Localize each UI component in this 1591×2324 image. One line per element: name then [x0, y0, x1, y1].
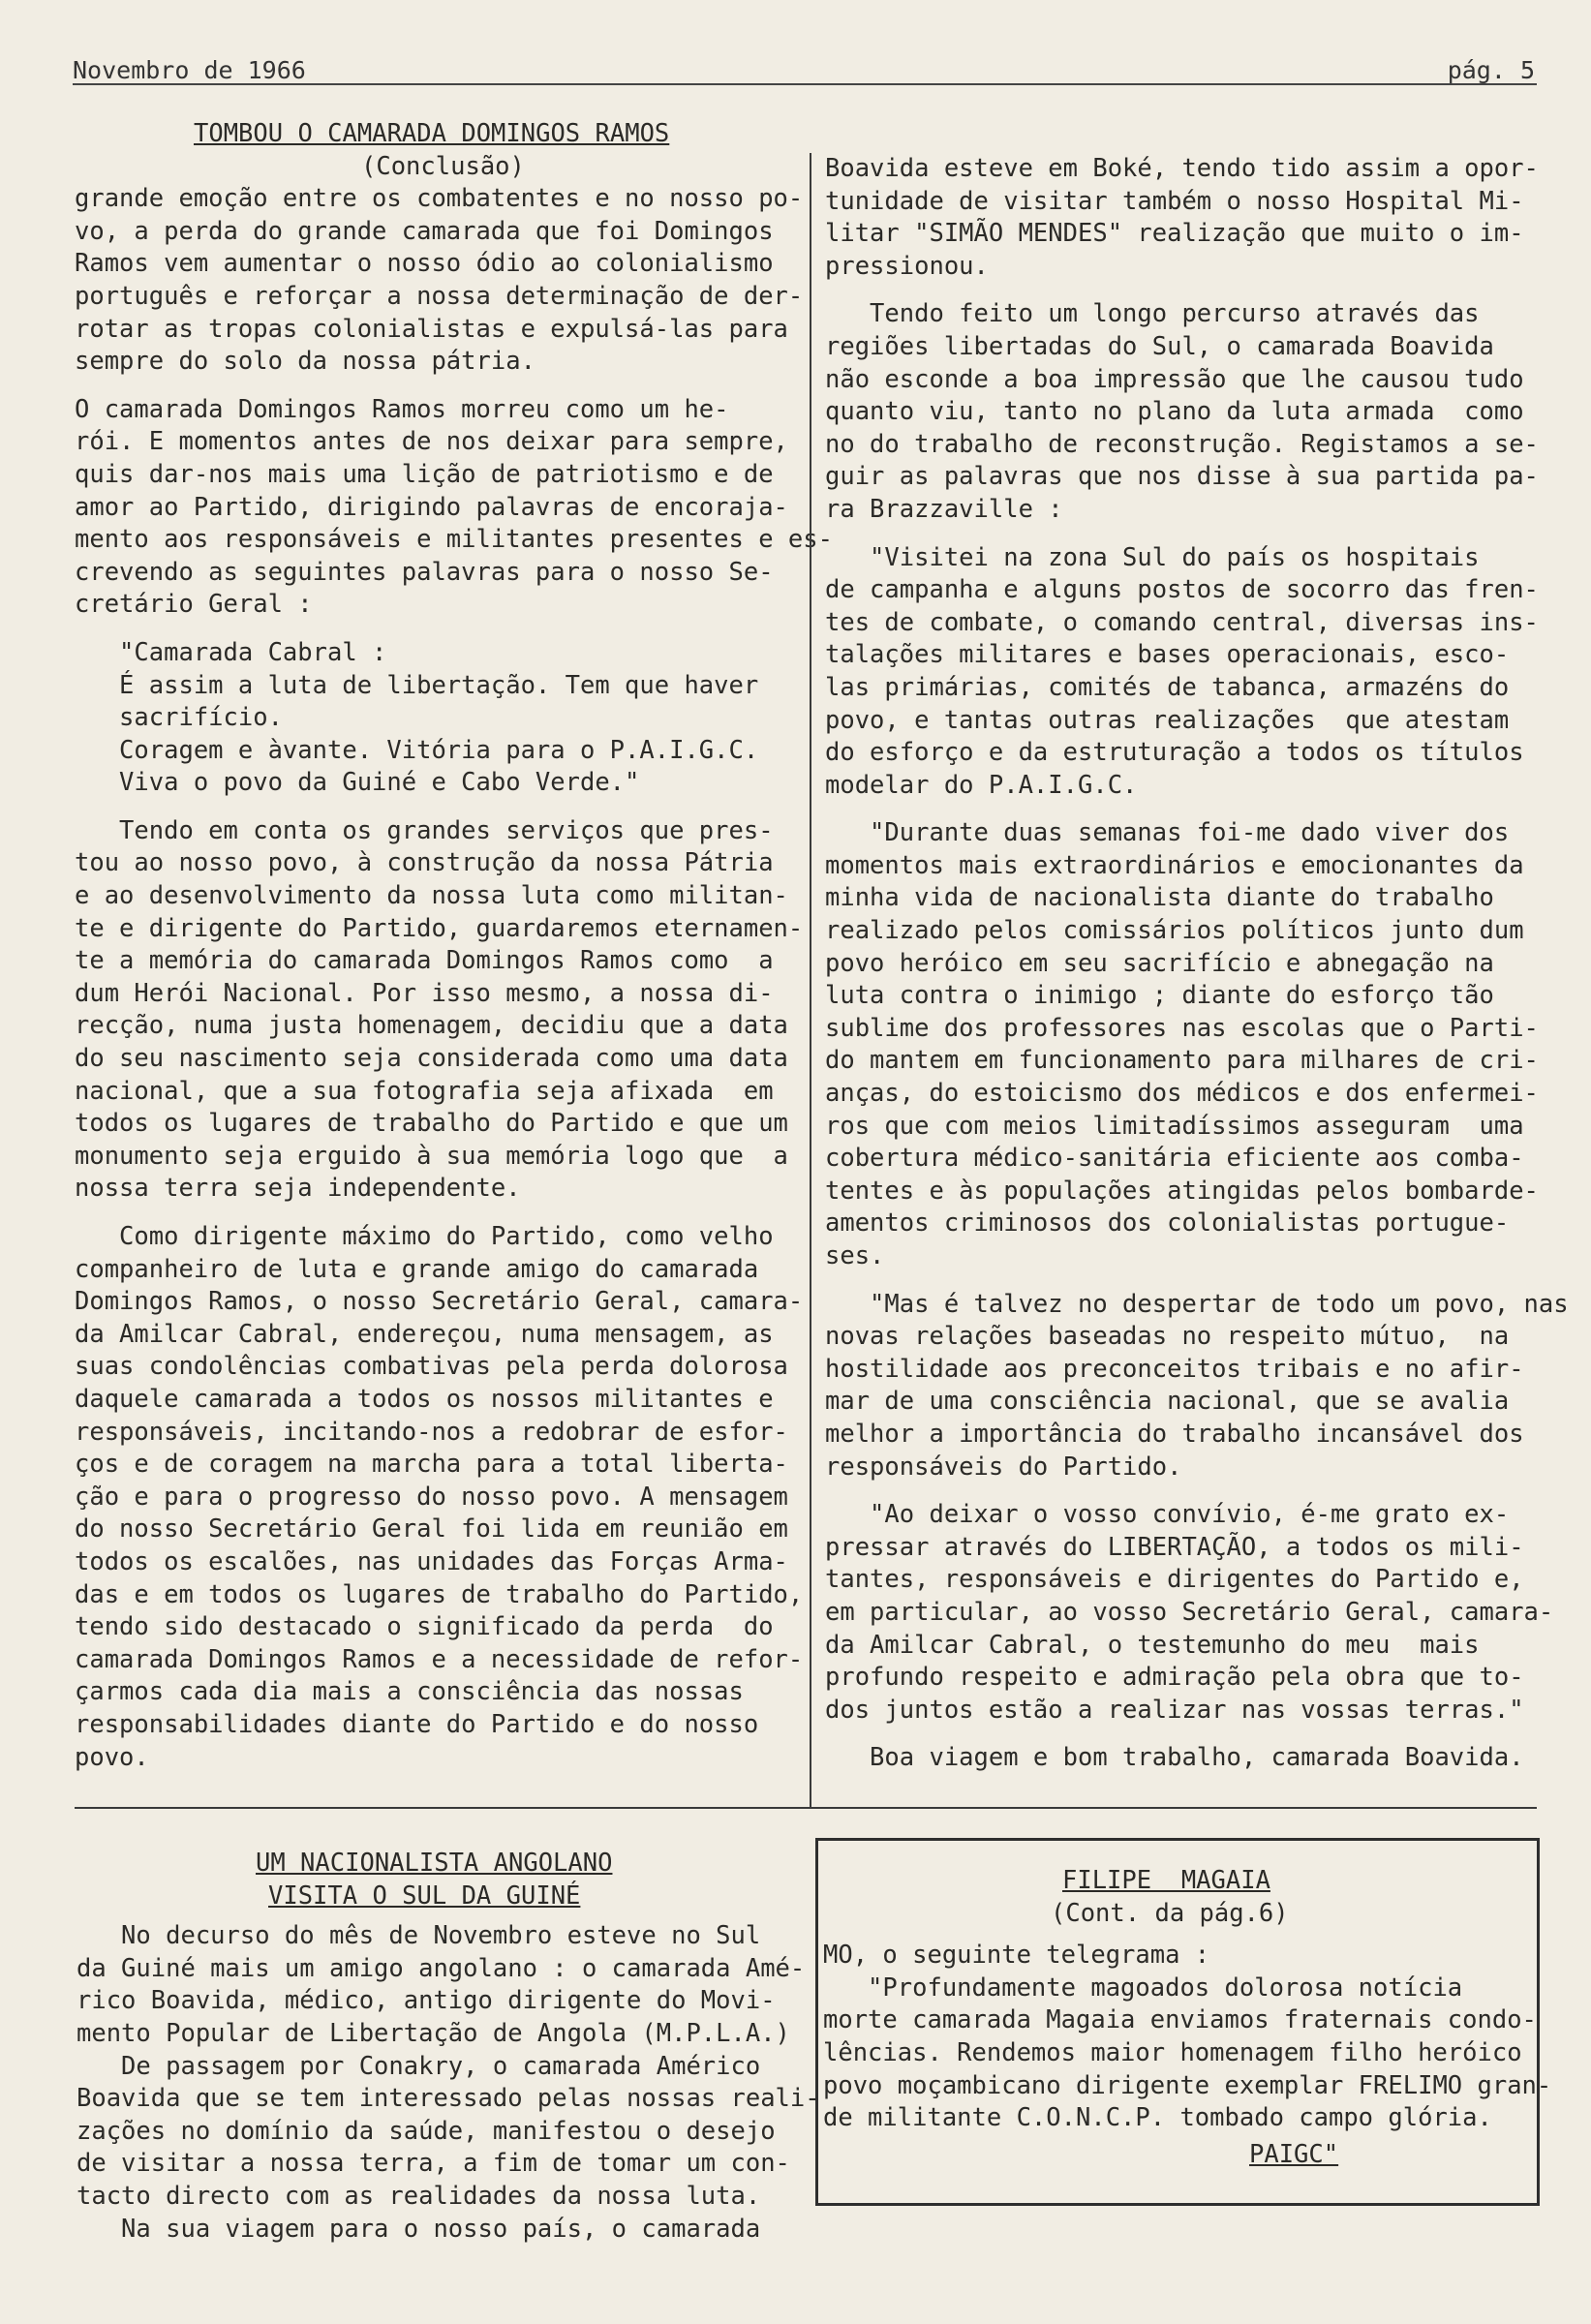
text-line: No decurso do mês de Novembro esteve no Sul: [76, 1921, 761, 1951]
text-line: pressionou.: [825, 251, 989, 281]
text-line: no do trabalho de reconstrução. Registamos a se-: [825, 429, 1539, 459]
text-line: lências. Rendemos maior homenagem filho heróico: [823, 2037, 1522, 2067]
text-line: responsáveis do Partido.: [825, 1452, 1182, 1482]
text-line: quis dar-nos mais uma lição de patriotismo e de: [75, 459, 774, 489]
text-line: ção e para o progresso do nosso povo. A mensagem: [75, 1482, 788, 1512]
text-line: Ramos vem aumentar o nosso ódio ao colonialismo: [75, 249, 774, 279]
text-line: cretário Geral :: [75, 590, 313, 620]
text-line: ros que com meios limitadíssimos asseguram uma: [825, 1111, 1524, 1141]
text-line: camarada Domingos Ramos e a necessidade de refor-: [75, 1644, 804, 1674]
section-divider: [75, 1807, 1537, 1809]
column-divider: [810, 153, 811, 1807]
text-line: povo.: [75, 1742, 149, 1772]
text-line: las primárias, comités de tabanca, armazéns do: [825, 672, 1510, 702]
text-line: Tendo em conta os grandes serviços que pres-: [75, 815, 774, 845]
text-line: tes de combate, o comando central, diversas ins-: [825, 607, 1539, 637]
article3-subtitle: (Cont. da pág.6): [1051, 1898, 1289, 1928]
text-line: do esforço e da estruturação a todos os títulos: [825, 738, 1524, 768]
text-line: novas relações baseadas no respeito mútuo, na: [825, 1322, 1510, 1352]
text-line: Coragem e àvante. Vitória para o P.A.I.G.C.: [75, 735, 759, 765]
text-line: tacto directo com as realidades da nossa luta.: [76, 2181, 761, 2211]
article1-subtitle: (Conclusão): [361, 151, 525, 181]
text-line: ra Brazzaville :: [825, 494, 1063, 524]
text-line: responsáveis, incitando-nos a redobrar de esfor-: [75, 1417, 788, 1447]
text-line: É assim a luta de libertação. Tem que haver: [75, 670, 759, 700]
text-line: povo moçambicano dirigente exemplar FRELIMO gran-: [823, 2070, 1552, 2100]
text-line: de visitar a nossa terra, a fim de tomar um con-: [76, 2149, 790, 2179]
article1-title: TOMBOU O CAMARADA DOMINGOS RAMOS: [194, 119, 670, 148]
text-line: amor ao Partido, dirigindo palavras de encoraja-: [75, 492, 788, 522]
text-line: monumento seja erguido à sua memória logo que a: [75, 1141, 788, 1171]
text-line: luta contra o inimigo ; diante do esforço tão: [825, 981, 1494, 1011]
text-line: "Profundamente magoados dolorosa notícia: [823, 1972, 1463, 2003]
text-line: responsabilidades diante do Partido e do nosso: [75, 1709, 759, 1739]
text-line: de campanha e alguns postos de socorro das fren-: [825, 575, 1539, 605]
text-line: pressar através do LIBERTAÇÃO, a todos os mili-: [825, 1532, 1524, 1562]
article2-body: [76, 1920, 820, 2246]
text-line: talações militares e bases operacionais, esco-: [825, 640, 1510, 670]
text-line: todos os lugares de trabalho do Partido e que um: [75, 1109, 788, 1139]
text-line: mar de uma consciência nacional, que se avalia: [825, 1387, 1510, 1417]
text-line: crevendo as seguintes palavras para o nosso Se-: [75, 557, 774, 587]
text-line: da Amilcar Cabral, endereçou, numa mensagem, as: [75, 1319, 774, 1349]
text-line: tentes e às populações atingidas pelos bombarde-: [825, 1176, 1539, 1206]
issue-date: Novembro de 1966: [73, 56, 306, 84]
text-line: recção, numa justa homenagem, decidiu que a data: [75, 1011, 788, 1041]
text-line: litar "SIMÃO MENDES" realização que muito o im-: [825, 219, 1524, 249]
text-line: do mantem em funcionamento para milhares de cri-: [825, 1046, 1539, 1076]
text-line: povo, e tantas outras realizações que atestam: [825, 705, 1510, 735]
text-line: dum Herói Nacional. Por isso mesmo, a nossa di-: [75, 978, 774, 1008]
article3-title: FILIPE MAGAIA: [1062, 1866, 1270, 1895]
text-line: povo heróico em seu sacrifício e abnegação na: [825, 948, 1494, 978]
article2: [76, 1848, 820, 2246]
text-line: rotar as tropas colonialistas e expulsá-las para: [75, 314, 788, 344]
header-rule: [73, 83, 1537, 85]
text-line: de militante C.O.N.C.P. tombado campo glória.: [823, 2103, 1492, 2133]
text-line: ses.: [825, 1241, 885, 1270]
text-line: do seu nascimento seja considerada como uma data: [75, 1044, 788, 1074]
text-line: "Camarada Cabral :: [75, 637, 387, 667]
text-line: Como dirigente máximo do Partido, como velho: [75, 1222, 774, 1251]
text-line: mento Popular de Libertação de Angola (M.P.L.A.): [76, 2018, 790, 2048]
text-line: Boavida que se tem interessado pelas nossas reali-: [76, 2084, 820, 2114]
text-line: em particular, ao vosso Secretário Geral, camara-: [825, 1597, 1554, 1627]
text-line: tantes, responsáveis e dirigentes do Partido e,: [825, 1565, 1524, 1595]
text-line: te e dirigente do Partido, guardaremos eternamen-: [75, 913, 804, 943]
text-line: Tendo feito um longo percurso através das: [825, 299, 1480, 329]
text-line: cobertura médico-sanitária eficiente aos comba-: [825, 1144, 1524, 1174]
text-line: todos os escalões, nas unidades das Forças Arma-: [75, 1546, 788, 1576]
text-line: realizado pelos comissários políticos junto dum: [825, 916, 1524, 946]
page-header: [73, 56, 1535, 83]
text-line: do nosso Secretário Geral foi lida em reunião em: [75, 1514, 788, 1544]
text-line: amentos criminosos dos colonialistas portugue-: [825, 1208, 1510, 1238]
article2-title-line1: UM NACIONALISTA ANGOLANO: [256, 1849, 613, 1878]
text-line: tendo sido destacado o significado da perda do: [75, 1612, 774, 1642]
text-line: çarmos cada dia mais a consciência das nossas: [75, 1677, 744, 1707]
text-line: O camarada Domingos Ramos morreu como um he-: [75, 394, 729, 424]
text-line: rói. E momentos antes de nos deixar para sempre,: [75, 427, 788, 457]
text-line: te a memória do camarada Domingos Ramos como a: [75, 946, 774, 976]
text-line: vo, a perda do grande camarada que foi Domingos: [75, 216, 774, 246]
text-line: rico Boavida, médico, antigo dirigente do Movi-: [76, 1986, 776, 2016]
text-line: suas condolências combativas pela perda dolorosa: [75, 1352, 788, 1382]
text-line: zações no domínio da saúde, manifestou o desejo: [76, 2116, 776, 2146]
text-line: da Guiné mais um amigo angolano : o camarada Amé-: [76, 1953, 806, 1983]
text-line: profundo respeito e admiração pela obra que to-: [825, 1663, 1524, 1693]
text-line: "Ao deixar o vosso convívio, é-me grato ex-: [825, 1500, 1510, 1530]
article1-right-column: [825, 153, 1569, 1775]
text-line: português e reforçar a nossa determinação de der-: [75, 281, 804, 311]
text-line: das e em todos os lugares de trabalho do Partido,: [75, 1579, 804, 1609]
text-line: sempre do solo da nossa pátria.: [75, 347, 535, 377]
text-line: não esconde a boa impressão que lhe causou tudo: [825, 364, 1524, 394]
text-line: Domingos Ramos, o nosso Secretário Geral, camara-: [75, 1287, 804, 1317]
text-line: Viva o povo da Guiné e Cabo Verde.": [75, 768, 640, 798]
text-line: momentos mais extraordinários e emocionantes da: [825, 850, 1524, 880]
text-line: tou ao nosso povo, à construção da nossa Pátria: [75, 848, 774, 878]
text-line: nossa terra seja independente.: [75, 1174, 521, 1204]
text-line: Boavida esteve em Boké, tendo tido assim a opor-: [825, 154, 1539, 183]
article1-left-body: [75, 183, 833, 1774]
text-line: "Mas é talvez no despertar de todo um povo, nas: [825, 1289, 1569, 1319]
text-line: e ao desenvolvimento da nossa luta como militan-: [75, 881, 788, 911]
text-line: guir as palavras que nos disse à sua partida pa-: [825, 462, 1539, 492]
article2-title-line2: VISITA O SUL DA GUINÉ: [268, 1881, 581, 1911]
page-number: pág. 5: [1447, 56, 1535, 84]
text-line: "Visitei na zona Sul do país os hospitais: [825, 542, 1480, 572]
text-line: nacional, que a sua fotografia seja afixada em: [75, 1076, 774, 1106]
text-line: minha vida de nacionalista diante do trabalho: [825, 883, 1494, 913]
text-line: anças, do estoicismo dos médicos e dos enfermei-: [825, 1079, 1539, 1109]
text-line: mento aos responsáveis e militantes presentes e es-: [75, 525, 833, 555]
text-line: quanto viu, tanto no plano da luta armada como: [825, 397, 1524, 427]
article3: [823, 1865, 1552, 2171]
text-line: daquele camarada a todos os nossos militantes e: [75, 1384, 774, 1414]
text-line: Boa viagem e bom trabalho, camarada Boavida.: [825, 1743, 1524, 1773]
text-line: melhor a importância do trabalho incansável dos: [825, 1419, 1524, 1449]
text-line: companheiro de luta e grande amigo do camarada: [75, 1254, 759, 1284]
text-line: dos juntos estão a realizar nas vossas terras.": [825, 1695, 1524, 1725]
text-line: morte camarada Magaia enviamos fraternais condo-: [823, 2005, 1537, 2035]
text-line: "Durante duas semanas foi-me dado viver dos: [825, 818, 1510, 848]
article3-signature: PAIGC": [1249, 2139, 1339, 2169]
text-line: sublime dos professores nas escolas que o Parti-: [825, 1013, 1539, 1043]
text-line: sacrifício.: [75, 703, 283, 733]
text-line: regiões libertadas do Sul, o camarada Boavida: [825, 331, 1494, 361]
article3-body: [823, 1940, 1552, 2135]
text-line: modelar do P.A.I.G.C.: [825, 770, 1138, 800]
article1-left-column: [75, 118, 833, 1774]
text-line: da Amilcar Cabral, o testemunho do meu mais: [825, 1630, 1480, 1660]
text-line: tunidade de visitar também o nosso Hospital Mi-: [825, 186, 1524, 216]
text-line: ços e de coragem na marcha para a total liberta-: [75, 1450, 788, 1480]
text-line: hostilidade aos preconceitos tribais e no afir-: [825, 1354, 1524, 1384]
text-line: grande emoção entre os combatentes e no nosso po-: [75, 184, 804, 214]
text-line: De passagem por Conakry, o camarada Américo: [76, 2051, 761, 2081]
text-line: MO, o seguinte telegrama :: [823, 1941, 1210, 1971]
text-line: Na sua viagem para o nosso país, o camarada: [76, 2214, 761, 2244]
